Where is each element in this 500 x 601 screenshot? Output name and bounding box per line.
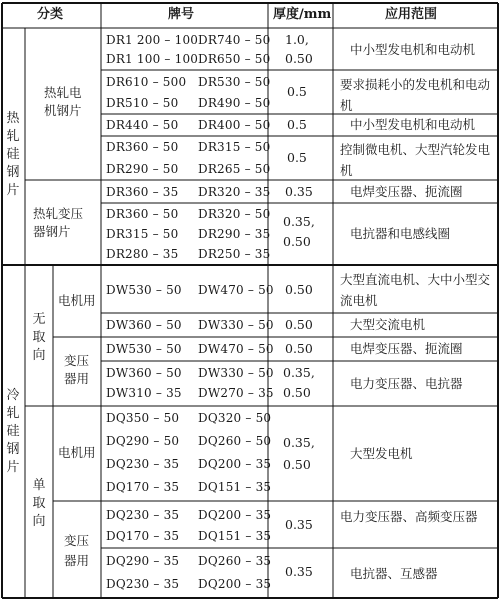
header-grade: 牌号 — [168, 7, 195, 22]
grade-cell: DR290 – 35 — [198, 227, 271, 241]
thickness-cell: 0.50 — [285, 317, 313, 332]
grade-cell: DQ200 – 35 — [198, 508, 272, 522]
grade-cell: DQ230 – 35 — [106, 457, 180, 471]
grade-cell: DW330 – 50 — [198, 366, 274, 380]
grade-cell: DQ260 – 35 — [198, 554, 272, 568]
hot-motor-line1: 热轧电 — [44, 85, 82, 100]
grade-cell: DW270 – 35 — [198, 386, 274, 400]
grade-cell: DW530 – 50 — [106, 283, 182, 297]
grade-cell: DR315 – 50 — [198, 140, 271, 154]
grade-cell: DW360 – 50 — [106, 318, 182, 332]
grade-cell: DW470 – 50 — [198, 342, 274, 356]
thickness-cell: 0.35, — [283, 435, 315, 450]
grade-cell: DR1 200 – 100 — [106, 33, 199, 47]
group-oriented: 单取向 — [32, 478, 46, 529]
grade-cell: DR650 – 50 — [198, 52, 271, 66]
group-hot-rolled: 热轧硅钢片 — [6, 111, 20, 198]
application-cell: 中小型发电机和电动机 — [350, 117, 476, 132]
thickness-cell: 0.35 — [285, 517, 313, 532]
grade-cell: DR360 – 50 — [106, 140, 179, 154]
grade-cell: DR360 – 50 — [106, 207, 179, 221]
application-cell: 电焊变压器、扼流圈 — [350, 341, 463, 356]
grade-cell: DR250 – 35 — [198, 247, 271, 261]
grade-cell: DR440 – 50 — [106, 118, 179, 132]
header-category: 分类 — [37, 7, 64, 22]
application-cell: 中小型发电机和电动机 — [350, 42, 476, 57]
thickness-cell: 0.5 — [287, 84, 307, 99]
thickness-cell: 0.50 — [285, 341, 313, 356]
cold-motor-use-2: 电机用 — [58, 445, 96, 460]
application-cell: 大型发电机 — [350, 446, 413, 461]
grade-cell: DR530 – 50 — [198, 75, 271, 89]
cold-motor-use-1: 电机用 — [58, 293, 96, 308]
cold-transformer-use-2-line1: 变压 — [64, 533, 90, 548]
grade-cell: DQ350 – 50 — [106, 411, 180, 425]
grade-cell: DW470 – 50 — [198, 283, 274, 297]
grade-cell: DQ290 – 35 — [106, 554, 180, 568]
grade-cell: DQ260 – 50 — [198, 434, 272, 448]
application-cell: 电抗器、互感器 — [350, 566, 438, 581]
grade-cell: DR265 – 50 — [198, 162, 271, 176]
grade-cell: DR320 – 35 — [198, 185, 271, 199]
grade-cell: DR280 – 35 — [106, 247, 179, 261]
hot-motor-line2: 机钢片 — [44, 103, 82, 118]
grade-cell: DW330 – 50 — [198, 318, 274, 332]
grade-cell: DQ320 – 50 — [198, 411, 272, 425]
thickness-cell: 1.0, — [285, 32, 309, 47]
grade-cell: DQ200 – 35 — [198, 577, 272, 591]
group-cold-rolled: 冷轧硅钢片 — [6, 388, 20, 475]
hot-transformer-line1: 热轧变压 — [33, 206, 84, 221]
thickness-cell: 0.50 — [283, 457, 311, 472]
application-cell: 大型交流电机 — [350, 317, 426, 332]
grade-cell: DW530 – 50 — [106, 342, 182, 356]
application-cell: 控制微电机、大型汽轮发电机 — [340, 142, 491, 178]
grade-cell: DR360 – 35 — [106, 185, 179, 199]
grade-cell: DQ290 – 50 — [106, 434, 180, 448]
application-cell: 要求损耗小的发电机和电动机 — [340, 77, 491, 113]
cold-transformer-use-2-line2: 器用 — [64, 553, 90, 568]
application-cell: 电抗器和电感线圈 — [350, 226, 451, 241]
thickness-cell: 0.35 — [285, 184, 313, 199]
grade-cell: DR315 – 50 — [106, 227, 179, 241]
grade-cell: DW310 – 35 — [106, 386, 182, 400]
thickness-cell: 0.35, — [283, 214, 315, 229]
application-cell: 电力变压器、高频变压器 — [340, 509, 478, 524]
grade-cell: DR320 – 50 — [198, 207, 271, 221]
thickness-cell: 0.5 — [287, 117, 307, 132]
grade-cell: DQ151 – 35 — [198, 529, 272, 543]
grade-cell: DW360 – 50 — [106, 366, 182, 380]
grade-cell: DQ230 – 35 — [106, 577, 180, 591]
group-non-oriented: 无取向 — [32, 312, 46, 363]
application-cell: 大型直流电机、大中小型交流电机 — [340, 272, 491, 308]
grade-cell: DR400 – 50 — [198, 118, 271, 132]
grade-cell: DQ170 – 35 — [106, 529, 180, 543]
thickness-cell: 0.35 — [285, 564, 313, 579]
cold-transformer-use-1-line1: 变压 — [64, 353, 90, 368]
grade-cell: DR490 – 50 — [198, 96, 271, 110]
thickness-cell: 0.50 — [285, 282, 313, 297]
header-thickness: 厚度/mm — [273, 7, 332, 22]
thickness-cell: 0.50 — [285, 51, 313, 66]
grade-cell: DR1 100 – 100 — [106, 52, 199, 66]
application-cell: 电力变压器、电抗器 — [350, 376, 463, 391]
thickness-cell: 0.50 — [283, 234, 311, 249]
grade-cell: DQ230 – 35 — [106, 508, 180, 522]
grade-cell: DR610 – 500 — [106, 75, 187, 89]
header-application: 应用范围 — [385, 7, 438, 22]
thickness-cell: 0.50 — [283, 385, 311, 400]
grade-cell: DQ200 – 35 — [198, 457, 272, 471]
grade-cell: DR740 – 50 — [198, 33, 271, 47]
thickness-cell: 0.5 — [287, 150, 307, 165]
cold-transformer-use-1-line2: 器用 — [64, 371, 90, 386]
application-cell: 电焊变压器、扼流圈 — [350, 184, 463, 199]
grade-cell: DR510 – 50 — [106, 96, 179, 110]
grade-cell: DQ151 – 35 — [198, 480, 272, 494]
hot-transformer-line2: 器钢片 — [33, 224, 71, 239]
thickness-cell: 0.35, — [283, 365, 315, 380]
grade-cell: DQ170 – 35 — [106, 480, 180, 494]
grade-cell: DR290 – 50 — [106, 162, 179, 176]
